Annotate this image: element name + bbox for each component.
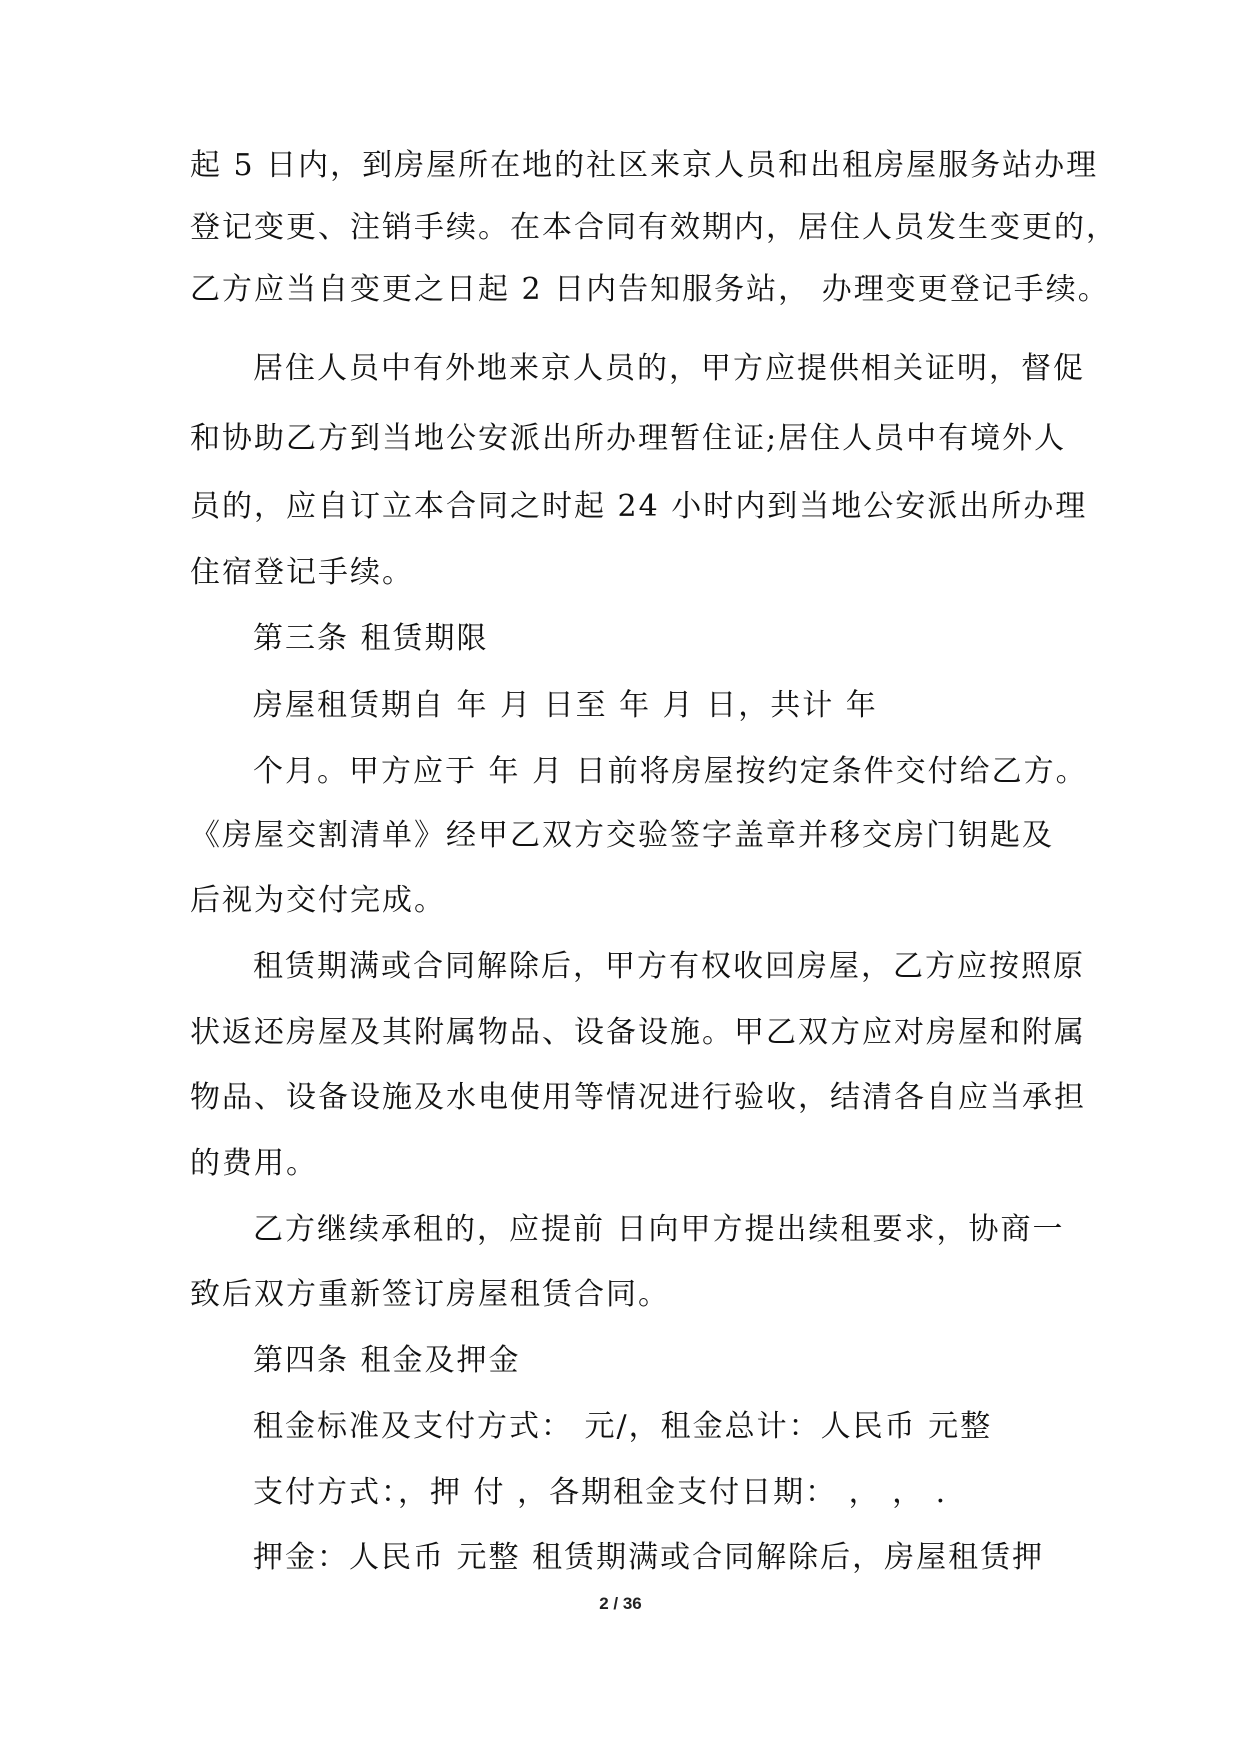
text-line: 后视为交付完成。 bbox=[190, 883, 446, 918]
text-line: 起 5 日内，到房屋所在地的社区来京人员和出租房屋服务站办理 bbox=[190, 148, 1099, 183]
text-line: 租赁期满或合同解除后，甲方有权收回房屋，乙方应按照原 bbox=[253, 949, 1085, 984]
text-line: 租金标准及支付方式： 元/，租金总计：人民币 元整 bbox=[253, 1409, 993, 1444]
text-line: 《房屋交割清单》经甲乙双方交验签字盖章并移交房门钥匙及 bbox=[190, 818, 1054, 853]
section-heading: 第四条 租金及押金 bbox=[253, 1343, 521, 1378]
text-line: 致后双方重新签订房屋租赁合同。 bbox=[190, 1277, 670, 1312]
text-line: 支付方式：，押 付 ，各期租金支付日期： ， ， . bbox=[253, 1475, 948, 1510]
text-line: 押金：人民币 元整 租赁期满或合同解除后，房屋租赁押 bbox=[253, 1540, 1045, 1575]
text-line: 个月。甲方应于 年 月 日前将房屋按约定条件交付给乙方。 bbox=[253, 754, 1088, 789]
text-line: 状返还房屋及其附属物品、设备设施。甲乙双方应对房屋和附属 bbox=[190, 1015, 1086, 1050]
text-line: 员的，应自订立本合同之时起 24 小时内到当地公安派出所办理 bbox=[190, 489, 1088, 524]
text-line: 的费用。 bbox=[190, 1146, 318, 1181]
text-line: 房屋租赁期自 年 月 日至 年 月 日，共计 年 bbox=[253, 688, 878, 723]
text-line: 物品、设备设施及水电使用等情况进行验收，结清各自应当承担 bbox=[190, 1080, 1086, 1115]
section-heading: 第三条 租赁期限 bbox=[253, 621, 489, 656]
text-line: 住宿登记手续。 bbox=[190, 555, 414, 590]
page-number: 2 / 36 bbox=[599, 1594, 642, 1613]
text-line: 乙方应当自变更之日起 2 日内告知服务站， 办理变更登记手续。 bbox=[190, 272, 1110, 307]
text-line: 乙方继续承租的，应提前 日向甲方提出续租要求，协商一 bbox=[253, 1212, 1065, 1247]
text-line: 登记变更、注销手续。在本合同有效期内，居住人员发生变更的， bbox=[190, 210, 1118, 245]
text-line: 居住人员中有外地来京人员的，甲方应提供相关证明，督促 bbox=[253, 351, 1085, 386]
text-line: 和协助乙方到当地公安派出所办理暂住证;居住人员中有境外人 bbox=[190, 421, 1067, 456]
